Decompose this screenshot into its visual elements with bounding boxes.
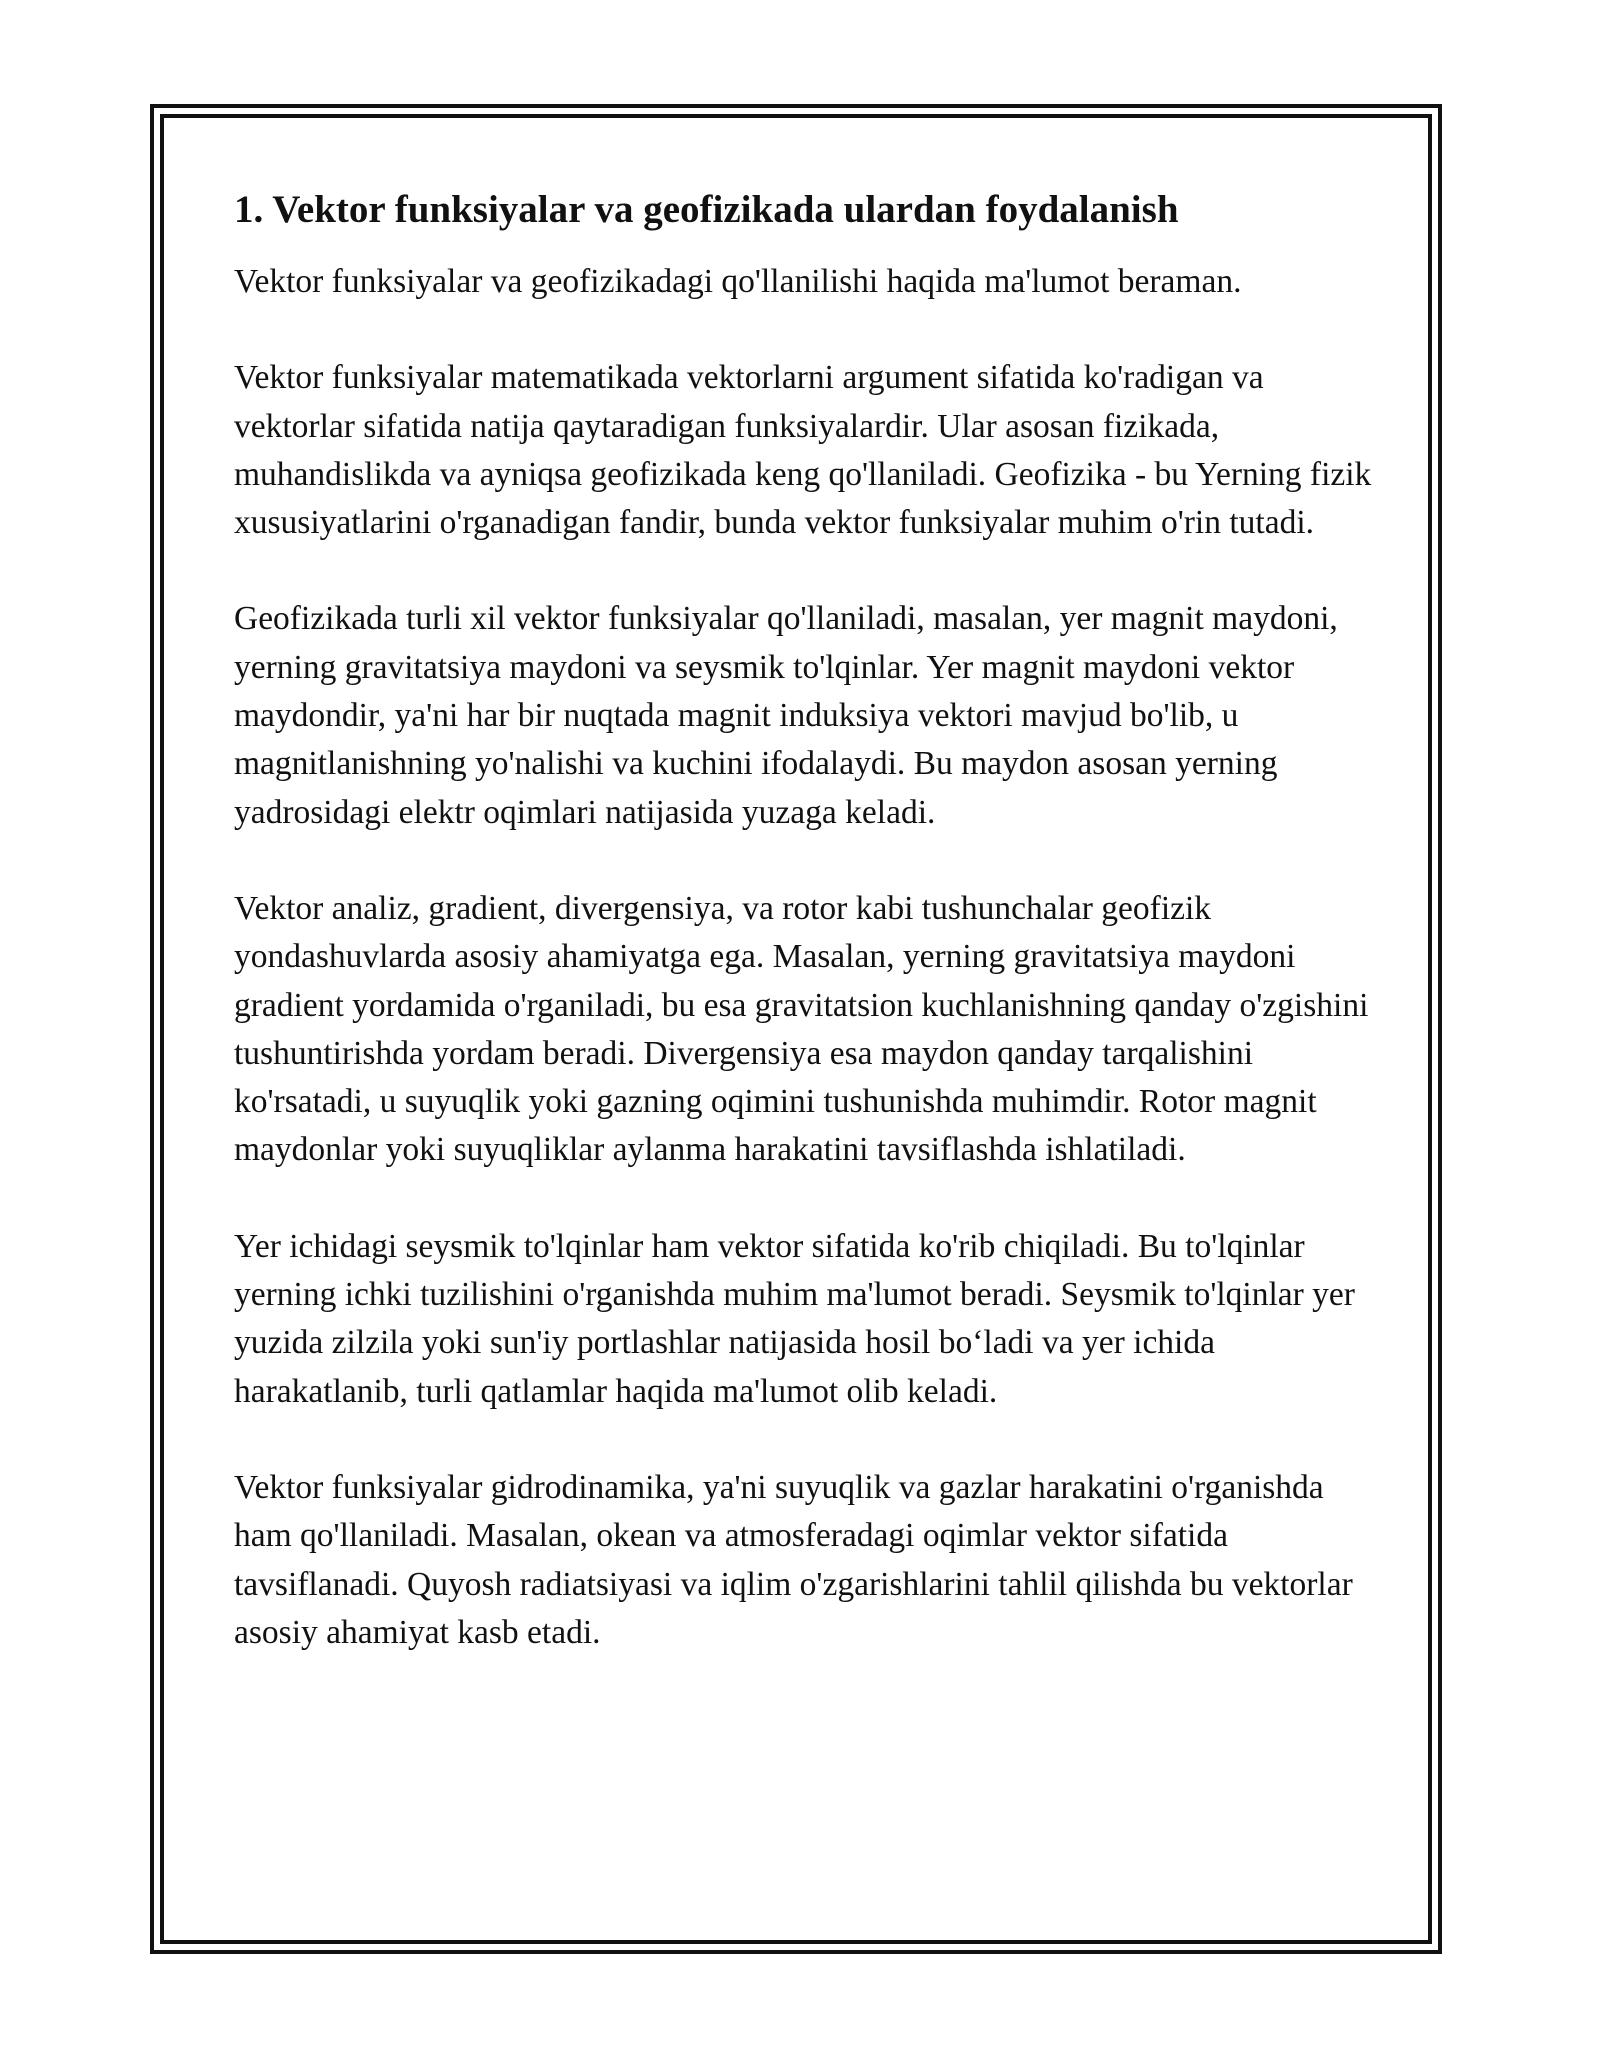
paragraph-vector-analysis: Vektor analiz, gradient, divergensiya, va rotor kabi tushunchalar geofizik yondashuvlarda asosiy ahamiyatga ega. Masalan, yerning gravitatsiya maydoni gradient yordamida o'rganiladi, bu esa gravitatsion kuchlanishning qanday o'zgishini tushuntirishda yordam beradi. Divergensiya esa maydon qanday tarqalishini ko'rsatadi, u suyuqlik yoki gazning oqimini tushunishda muhimdir. Rotor magnit maydonlar yoki suyuqliklar aylanma harakatini tavsiflashda ishlatiladi. [234, 889, 1369, 1169]
paragraph-seismic-waves: Yer ichidagi seysmik to'lqinlar ham vektor sifatida ko'rib chiqiladi. Bu to'lqinlar yerning ichki tuzilishini o'rganishda muhim ma'lumot beradi. Seysmik to'lqinlar yer yuzida zilzila yoki sun'iy portlashlar natijasida hosil bo‘ladi va yer ichida harakatlanib, turli qatlamlar haqida ma'lumot olib keladi. [234, 1227, 1355, 1410]
paragraph-hydrodynamics: Vektor funksiyalar gidrodinamika, ya'ni suyuqlik va gazlar harakatini o'rganishda ham qo'llaniladi. Masalan, okean va atmosferadagi oqimlar vektor sifatida tavsiflanadi. Quyosh radiatsiyasi va iqlim o'zgarishlarini tahlil qilishda bu vektorlar asosiy ahamiyat kasb etadi. [234, 1468, 1353, 1651]
page-title: 1. Vektor funksiyalar va geofizikada ulardan foydalanish [234, 188, 1179, 231]
paragraph-intro: Vektor funksiyalar va geofizikadagi qo'llanilishi haqida ma'lumot beraman. [234, 263, 1242, 300]
paragraph-magnetic-field: Geofizikada turli xil vektor funksiyalar qo'llaniladi, masalan, yer magnit maydoni, yerning gravitatsiya maydoni va seysmik to'lqinlar. Yer magnit maydoni vektor maydondir, ya'ni har bir nuqtada magnit induksiya vektori mavjud bo'lib, u magnitlanishning yo'nalishi va kuchini ifodalaydi. Bu maydon asosan yerning yadrosidagi elektr oqimlari natijasida yuzaga keladi. [234, 600, 1338, 831]
paragraph-definition: Vektor funksiyalar matematikada vektorlarni argument sifatida ko'radigan va vektorlar sifatida natija qaytaradigan funksiyalardir. Ular asosan fizikada, muhandislikda va ayniqsa geofizikada keng qo'llaniladi. Geofizika - bu Yerning fizik xususiyatlarini o'rganadigan fandir, bunda vektor funksiyalar muhim o'rin tutadi. [234, 359, 1372, 542]
document-body [234, 186, 1374, 1705]
